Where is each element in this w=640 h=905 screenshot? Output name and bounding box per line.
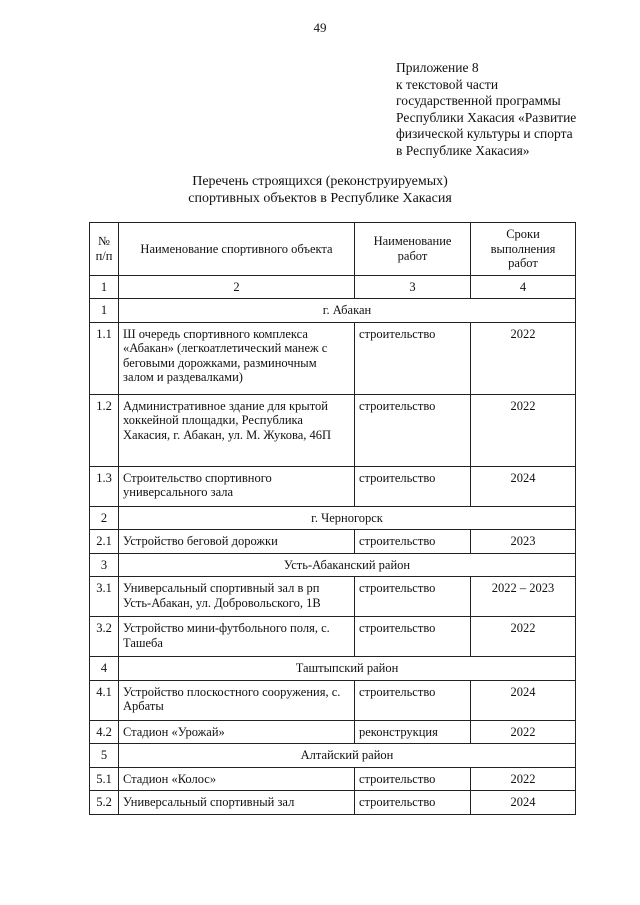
table-header-row bbox=[90, 223, 576, 276]
work-type: строительство bbox=[355, 791, 471, 815]
table-row bbox=[90, 680, 576, 720]
region-name: Усть-Абаканский район bbox=[119, 553, 576, 577]
object-name: Ш очередь спортивного комплекса «Абакан» (легкоатлетический манеж с беговыми дорожками, разминочным залом и раздевалками) bbox=[119, 322, 355, 394]
work-term: 2023 bbox=[471, 530, 576, 554]
column-number-row bbox=[90, 275, 576, 299]
work-term: 2022 – 2023 bbox=[471, 577, 576, 617]
appendix-line: физической культуры и спорта bbox=[396, 126, 573, 142]
column-number: 4 bbox=[471, 275, 576, 299]
work-term: 2024 bbox=[471, 680, 576, 720]
work-term: 2022 bbox=[471, 394, 576, 466]
region-number: 1 bbox=[90, 299, 119, 323]
table-row bbox=[90, 720, 576, 744]
row-number: 2.1 bbox=[90, 530, 119, 554]
header-object: Наименование спортивного объекта bbox=[119, 223, 355, 276]
work-term: 2022 bbox=[471, 767, 576, 791]
region-name: Алтайский район bbox=[119, 744, 576, 768]
header-num: № п/п bbox=[90, 223, 119, 276]
row-number: 1.1 bbox=[90, 322, 119, 394]
object-name: Стадион «Колос» bbox=[119, 767, 355, 791]
table-row bbox=[90, 767, 576, 791]
object-name: Административное здание для крытой хоккейной площадки, Республика Хакасия, г. Абакан, ул. М. Жукова, 46П bbox=[119, 394, 355, 466]
object-name: Универсальный спортивный зал в рп Усть-Абакан, ул. Добровольского, 1В bbox=[119, 577, 355, 617]
table-row bbox=[90, 577, 576, 617]
row-number: 1.3 bbox=[90, 466, 119, 506]
work-type: реконструкция bbox=[355, 720, 471, 744]
work-type: строительство bbox=[355, 466, 471, 506]
work-term: 2022 bbox=[471, 322, 576, 394]
header-term: Сроки выполнения работ bbox=[471, 223, 576, 276]
object-name: Устройство беговой дорожки bbox=[119, 530, 355, 554]
table-body bbox=[90, 299, 576, 815]
objects-table bbox=[89, 222, 576, 815]
table-row bbox=[90, 466, 576, 506]
region-number: 4 bbox=[90, 657, 119, 681]
region-row bbox=[90, 657, 576, 681]
object-name: Стадион «Урожай» bbox=[119, 720, 355, 744]
row-number: 1.2 bbox=[90, 394, 119, 466]
object-name: Универсальный спортивный зал bbox=[119, 791, 355, 815]
work-term: 2022 bbox=[471, 720, 576, 744]
object-name: Строительство спортивного универсального зала bbox=[119, 466, 355, 506]
row-number: 5.1 bbox=[90, 767, 119, 791]
appendix-line: Республики Хакасия «Развитие bbox=[396, 109, 577, 125]
region-number: 2 bbox=[90, 506, 119, 530]
work-type: строительство bbox=[355, 617, 471, 657]
table-row bbox=[90, 394, 576, 466]
appendix-line: Приложение 8 bbox=[396, 60, 479, 75]
row-number: 4.1 bbox=[90, 680, 119, 720]
appendix-line: к текстовой части bbox=[396, 76, 499, 92]
region-row bbox=[90, 744, 576, 768]
title-line-2: спортивных объектов в Республике Хакасия bbox=[188, 191, 452, 206]
page-number: 49 bbox=[313, 20, 327, 35]
region-number: 5 bbox=[90, 744, 119, 768]
column-number: 2 bbox=[119, 275, 355, 299]
region-row bbox=[90, 506, 576, 530]
object-name: Устройство плоскостного сооружения, с. Арбаты bbox=[119, 680, 355, 720]
region-row bbox=[90, 553, 576, 577]
appendix-note bbox=[396, 60, 626, 160]
table-row bbox=[90, 791, 576, 815]
work-type: строительство bbox=[355, 680, 471, 720]
work-type: строительство bbox=[355, 530, 471, 554]
row-number: 3.2 bbox=[90, 617, 119, 657]
header-work: Наименование работ bbox=[355, 223, 471, 276]
work-type: строительство bbox=[355, 322, 471, 394]
work-term: 2022 bbox=[471, 617, 576, 657]
column-number: 3 bbox=[355, 275, 471, 299]
table-row bbox=[90, 530, 576, 554]
region-row bbox=[90, 299, 576, 323]
document-title bbox=[0, 173, 640, 207]
row-number: 3.1 bbox=[90, 577, 119, 617]
column-number: 1 bbox=[90, 275, 119, 299]
work-type: строительство bbox=[355, 394, 471, 466]
work-term: 2024 bbox=[471, 791, 576, 815]
region-name: г. Абакан bbox=[119, 299, 576, 323]
row-number: 5.2 bbox=[90, 791, 119, 815]
region-name: г. Черногорск bbox=[119, 506, 576, 530]
appendix-line: в Республике Хакасия» bbox=[396, 142, 530, 158]
region-number: 3 bbox=[90, 553, 119, 577]
object-name: Устройство мини-футбольного поля, с. Ташеба bbox=[119, 617, 355, 657]
region-name: Таштыпский район bbox=[119, 657, 576, 681]
work-type: строительство bbox=[355, 577, 471, 617]
work-type: строительство bbox=[355, 767, 471, 791]
table-row bbox=[90, 322, 576, 394]
table-row bbox=[90, 617, 576, 657]
work-term: 2024 bbox=[471, 466, 576, 506]
row-number: 4.2 bbox=[90, 720, 119, 744]
appendix-line: государственной программы bbox=[396, 93, 561, 109]
title-line-1: Перечень строящихся (реконструируемых) bbox=[192, 174, 448, 189]
